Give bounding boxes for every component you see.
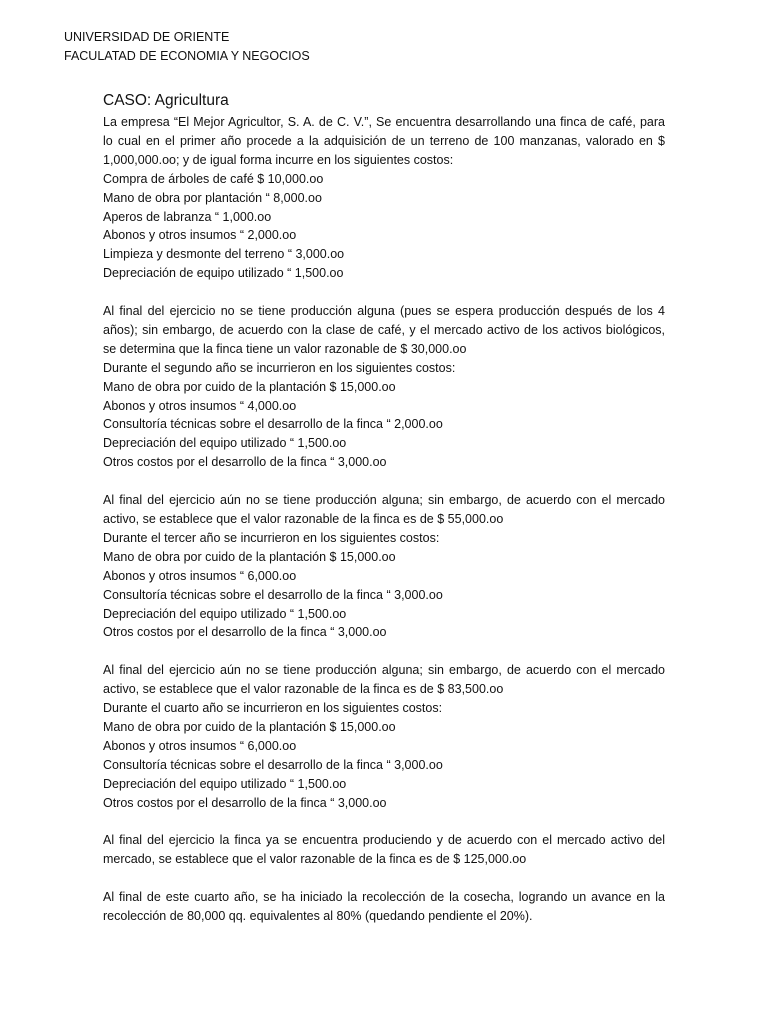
paragraph-spacer xyxy=(103,472,665,491)
cost-line: Depreciación del equipo utilizado “ 1,500.oo xyxy=(103,776,347,791)
cost-line: Mano de obra por plantación “ 8,000.oo xyxy=(103,190,322,205)
year3-cost-list xyxy=(103,548,665,643)
cost-line: Mano de obra por cuido de la plantación $ 15,000.oo xyxy=(103,719,396,734)
year4-intro: Durante el cuarto año se incurrieron en los siguientes costos: xyxy=(103,701,443,716)
intro-paragraph: La empresa “El Mejor Agricultor, S. A. de C. V.”, Se encuentra desarrollando una finca de café, para lo cual en el primer año procede a la adquisición de un terreno de 100 manzanas, valorado en $ 1,000,000.oo; y de igual forma incurre en los siguientes costos: xyxy=(103,115,665,167)
harvest-paragraph: Al final de este cuarto año, se ha iniciado la recolección de la cosecha, logrando un avance en la recolección de 80,000 qq. equivalentes al 80% (quedando pendiente el 20%). xyxy=(103,890,665,923)
cost-line: Abonos y otros insumos “ 6,000.oo xyxy=(103,738,297,753)
faculty-name: FACULATAD DE ECONOMIA Y NEGOCIOS xyxy=(64,49,310,63)
case-title: CASO: Agricultura xyxy=(103,92,229,109)
cost-line: Abonos y otros insumos “ 6,000.oo xyxy=(103,568,297,583)
year3-intro: Durante el tercer año se incurrieron en los siguientes costos: xyxy=(103,530,440,545)
university-name: UNIVERSIDAD DE ORIENTE xyxy=(64,30,230,44)
document-header xyxy=(64,28,310,66)
cost-line: Otros costos por el desarrollo de la finca “ 3,000.oo xyxy=(103,455,387,470)
cost-line: Consultoría técnicas sobre el desarrollo de la finca “ 3,000.oo xyxy=(103,757,443,772)
cost-line: Depreciación de equipo utilizado “ 1,500.oo xyxy=(103,266,344,281)
cost-line: Otros costos por el desarrollo de la finca “ 3,000.oo xyxy=(103,625,387,640)
cost-line: Depreciación del equipo utilizado “ 1,500.oo xyxy=(103,606,347,621)
cost-line: Mano de obra por cuido de la plantación $ 15,000.oo xyxy=(103,549,396,564)
paragraph-spacer xyxy=(103,869,665,888)
cost-line: Abonos y otros insumos “ 2,000.oo xyxy=(103,228,297,243)
cost-line: Compra de árboles de café $ 10,000.oo xyxy=(103,171,324,186)
year4-end-paragraph: Al final del ejercicio la finca ya se encuentra produciendo y de acuerdo con el mercado activo del mercado, se establece que el valor razonable de la finca es de $ 125,000.oo xyxy=(103,833,665,867)
year4-cost-list xyxy=(103,718,665,813)
year1-end-paragraph: Al final del ejercicio no se tiene producción alguna (pues se espera producción después de los 4 años); sin embargo, de acuerdo con la clase de café, y el mercado activo de los activos biológicos, se determina que la finca tiene un valor razonable de $ 30,000.oo xyxy=(103,304,665,356)
cost-line: Consultoría técnicas sobre el desarrollo de la finca “ 3,000.oo xyxy=(103,587,443,602)
cost-line: Depreciación del equipo utilizado “ 1,500.oo xyxy=(103,436,347,451)
paragraph-spacer xyxy=(103,283,665,302)
year1-cost-list xyxy=(103,170,665,283)
case-body xyxy=(103,90,665,926)
cost-line: Aperos de labranza “ 1,000.oo xyxy=(103,209,272,224)
year2-cost-list xyxy=(103,378,665,473)
cost-line: Mano de obra por cuido de la plantación $ 15,000.oo xyxy=(103,379,396,394)
year2-end-paragraph: Al final del ejercicio aún no se tiene producción alguna; sin embargo, de acuerdo con el mercado activo, se establece que el valor razonable de la finca es de $ 55,000.oo xyxy=(103,493,665,526)
year2-intro: Durante el segundo año se incurrieron en los siguientes costos: xyxy=(103,360,456,375)
year3-end-paragraph: Al final del ejercicio aún no se tiene producción alguna; sin embargo, de acuerdo con el mercado activo, se establece que el valor razonable de la finca es de $ 83,500.oo xyxy=(103,663,665,697)
cost-line: Limpieza y desmonte del terreno “ 3,000.oo xyxy=(103,247,345,262)
cost-line: Abonos y otros insumos “ 4,000.oo xyxy=(103,398,297,413)
cost-line: Consultoría técnicas sobre el desarrollo de la finca “ 2,000.oo xyxy=(103,417,443,432)
cost-line: Otros costos por el desarrollo de la finca “ 3,000.oo xyxy=(103,795,387,810)
paragraph-spacer xyxy=(103,642,665,661)
paragraph-spacer xyxy=(103,812,665,831)
